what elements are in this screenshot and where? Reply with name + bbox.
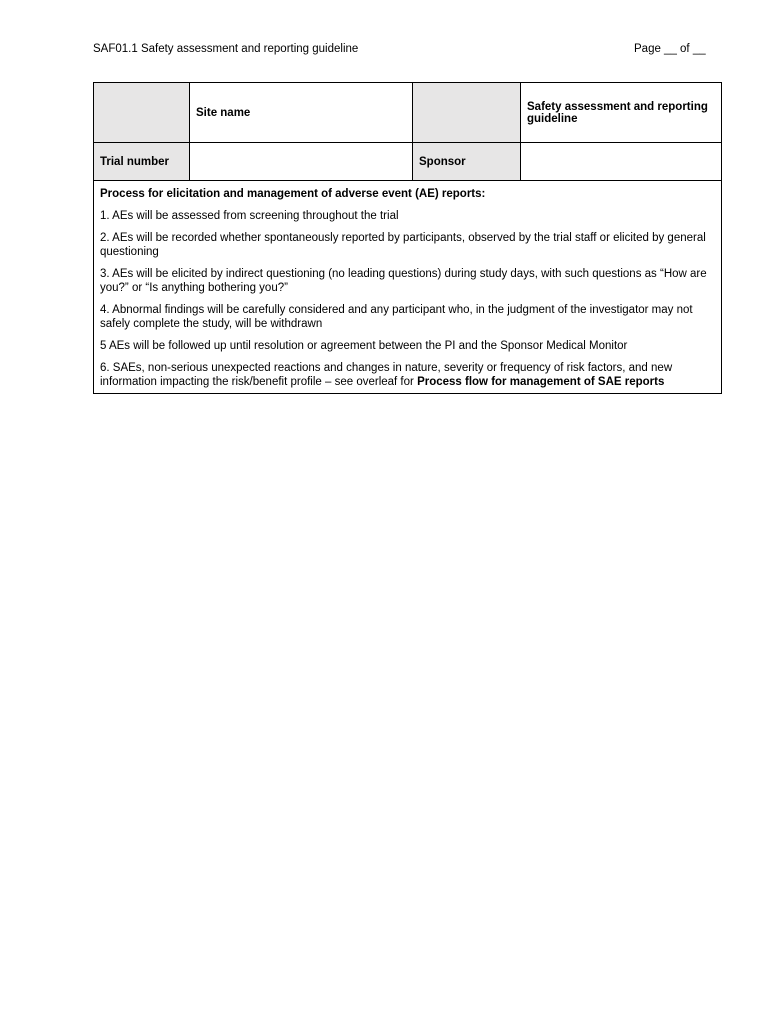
form-row-trial [94,143,722,181]
process-section [94,181,722,394]
trial-number-label: Trial number [94,143,190,181]
form-row-site [94,83,722,143]
guideline-name-cell: Safety assessment and reporting guideline [521,83,722,143]
safety-form-table [93,82,722,394]
process-item-3: 3. AEs will be elicited by indirect questioning (no leading questions) during study days, with such questions as “How are you?” or “Is anything bothering you?” [100,268,707,294]
sponsor-field[interactable] [521,143,722,181]
sae-process-flow-reference: Process flow for management of SAE reports [417,376,665,388]
process-item-6-text: 6. SAEs, non-serious unexpected reactions and changes in nature, severity or frequency of risk factors, and new information impacting the risk/benefit profile – see overleaf for [100,362,673,388]
logo-cell [94,83,190,143]
process-item-6 [100,361,715,389]
sponsor-label: Sponsor [413,143,521,181]
process-item-2: 2. AEs will be recorded whether spontaneously reported by participants, observed by the trial staff or elicited by general questioning [100,232,706,258]
process-item-1: 1. AEs will be assessed from screening throughout the trial [100,210,399,222]
page-number-label: Page __ of __ [634,43,706,55]
site-name-label: Site name [190,83,413,143]
site-name-value-cell[interactable] [413,83,521,143]
process-heading: Process for elicitation and management of adverse event (AE) reports: [100,188,486,200]
process-item-4: 4. Abnormal findings will be carefully considered and any participant who, in the judgment of the investigator may not safely complete the study, will be withdrawn [100,304,693,330]
process-item-5: 5 AEs will be followed up until resolution or agreement between the PI and the Sponsor Medical Monitor [100,340,628,352]
trial-number-field[interactable] [190,143,413,181]
document-title: SAF01.1 Safety assessment and reporting guideline [93,43,359,55]
form-row-process [94,181,722,394]
